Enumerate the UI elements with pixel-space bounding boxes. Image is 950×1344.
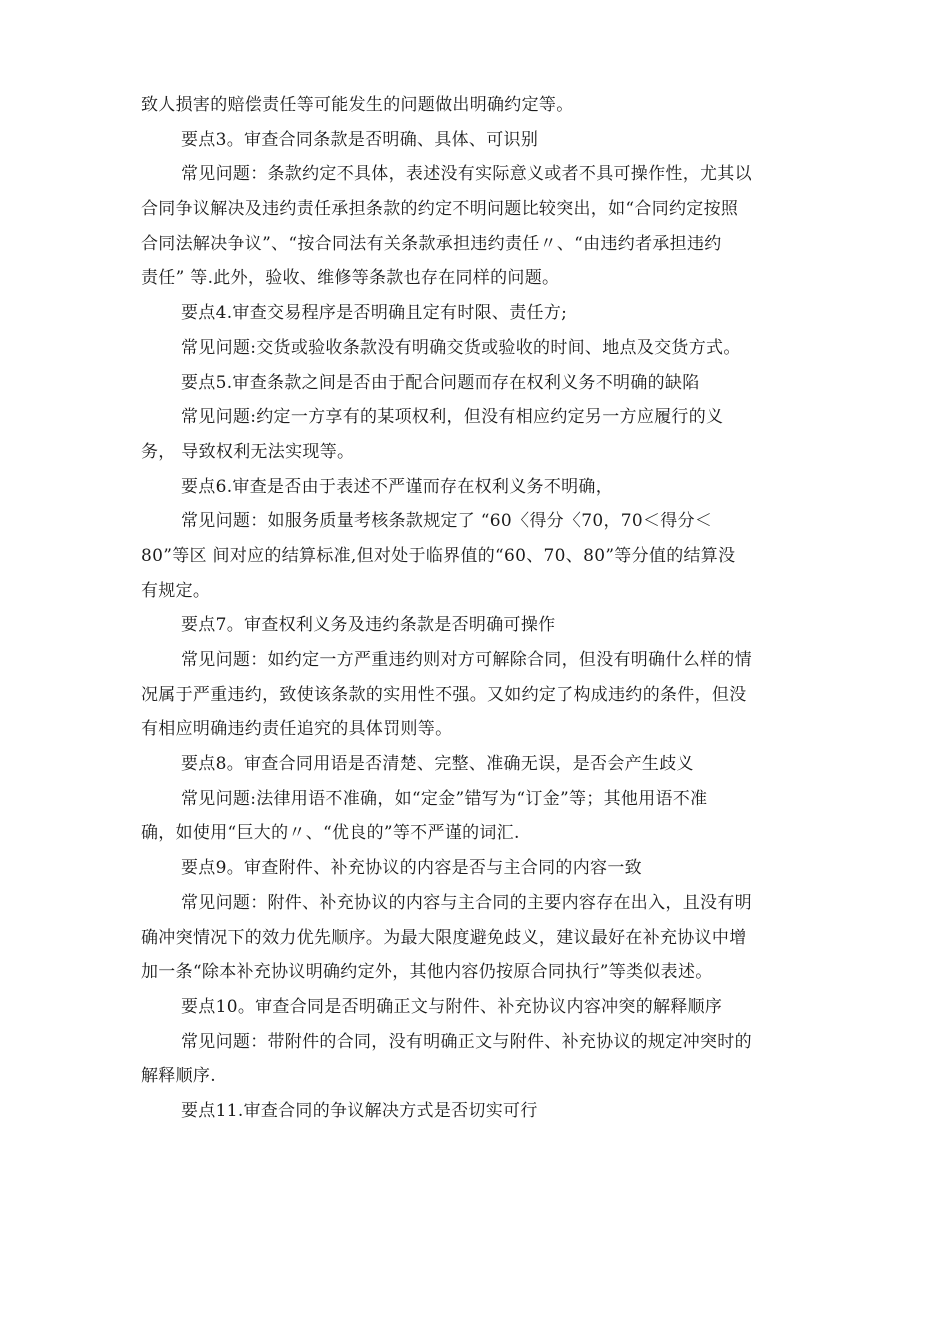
point-heading: 要点6.审查是否由于表述不严谨而存在权利义务不明确， <box>181 476 614 497</box>
point-heading: 要点7。审查权利义务及违约条款是否明确可操作 <box>181 615 556 636</box>
paragraph-line: 有相应明确违约责任追究的具体罚则等。 <box>141 719 453 740</box>
point-heading: 要点8。审查合同用语是否清楚、完整、准确无误，是否会产生歧义 <box>181 754 694 775</box>
point-heading: 要点3。审查合同条款是否明确、具体、可识别 <box>181 129 539 150</box>
paragraph-line: 确冲突情况下的效力优先顺序。为最大限度避免歧义，建议最好在补充协议中增 <box>141 927 747 948</box>
paragraph-line: 有规定。 <box>141 580 211 601</box>
point-heading: 要点4.审查交易程序是否明确且定有时限、责任方; <box>181 303 568 324</box>
paragraph-line: 合同争议解决及违约责任承担条款的约定不明问题比较突出，如“合同约定按照 <box>141 199 739 220</box>
paragraph-line: 常见问题：如服务质量考核条款规定了 “60〈得分〈70，70＜得分＜ <box>181 511 713 532</box>
paragraph-line: 解释顺序. <box>141 1066 216 1087</box>
paragraph-line: 常见问题:交货或验收条款没有明确交货或验收的时间、地点及交货方式。 <box>181 337 741 358</box>
point-heading: 要点11.审查合同的争议解决方式是否切实可行 <box>181 1100 538 1121</box>
point-heading: 要点9。审查附件、补充协议的内容是否与主合同的内容一致 <box>181 858 642 879</box>
document-body <box>141 88 821 1129</box>
paragraph-line: 常见问题:约定一方享有的某项权利，但没有相应约定另一方应履行的义 <box>181 407 724 428</box>
paragraph-line: 常见问题：带附件的合同，没有明确正文与附件、补充协议的规定冲突时的 <box>181 1031 752 1052</box>
paragraph-line: 常见问题：如约定一方严重违约则对方可解除合同，但没有明确什么样的情 <box>181 650 752 670</box>
paragraph-line: 常见问题：条款约定不具体，表述没有实际意义或者不具可操作性，尤其以 <box>181 164 752 185</box>
paragraph-line: 常见问题:法律用语不准确，如“定金”错写为“订金”等；其他用语不准 <box>181 788 708 809</box>
point-heading: 要点10。审查合同是否明确正文与附件、补充协议内容冲突的解释顺序 <box>181 996 723 1017</box>
paragraph-line: 责任” 等.此外，验收、维修等条款也存在同样的问题。 <box>141 268 560 289</box>
point-heading: 要点5.审查条款之间是否由于配合问题而存在权利义务不明确的缺陷 <box>181 372 700 393</box>
paragraph-line: 80”等区 间对应的结算标准,但对处于临界值的“60、70、80”等分值的结算没 <box>141 545 736 566</box>
paragraph-line: 加一条“除本补充协议明确约定外，其他内容仍按原合同执行”等类似表述。 <box>141 962 713 983</box>
paragraph-line: 确，如使用“巨大的〃、“优良的”等不严谨的词汇. <box>141 823 520 844</box>
paragraph-line: 务， 导致权利无法实现等。 <box>141 441 355 462</box>
paragraph-line: 合同法解决争议”、“按合同法有关条款承担违约责任〃、“由违约者承担违约 <box>141 233 722 254</box>
paragraph-line: 况属于严重违约，致使该条款的实用性不强。又如约定了构成违约的条件，但没 <box>141 684 747 705</box>
paragraph-line: 常见问题：附件、补充协议的内容与主合同的主要内容存在出入，且没有明 <box>181 892 752 913</box>
paragraph-line: 致人损害的赔偿责任等可能发生的问题做出明确约定等。 <box>141 95 574 115</box>
